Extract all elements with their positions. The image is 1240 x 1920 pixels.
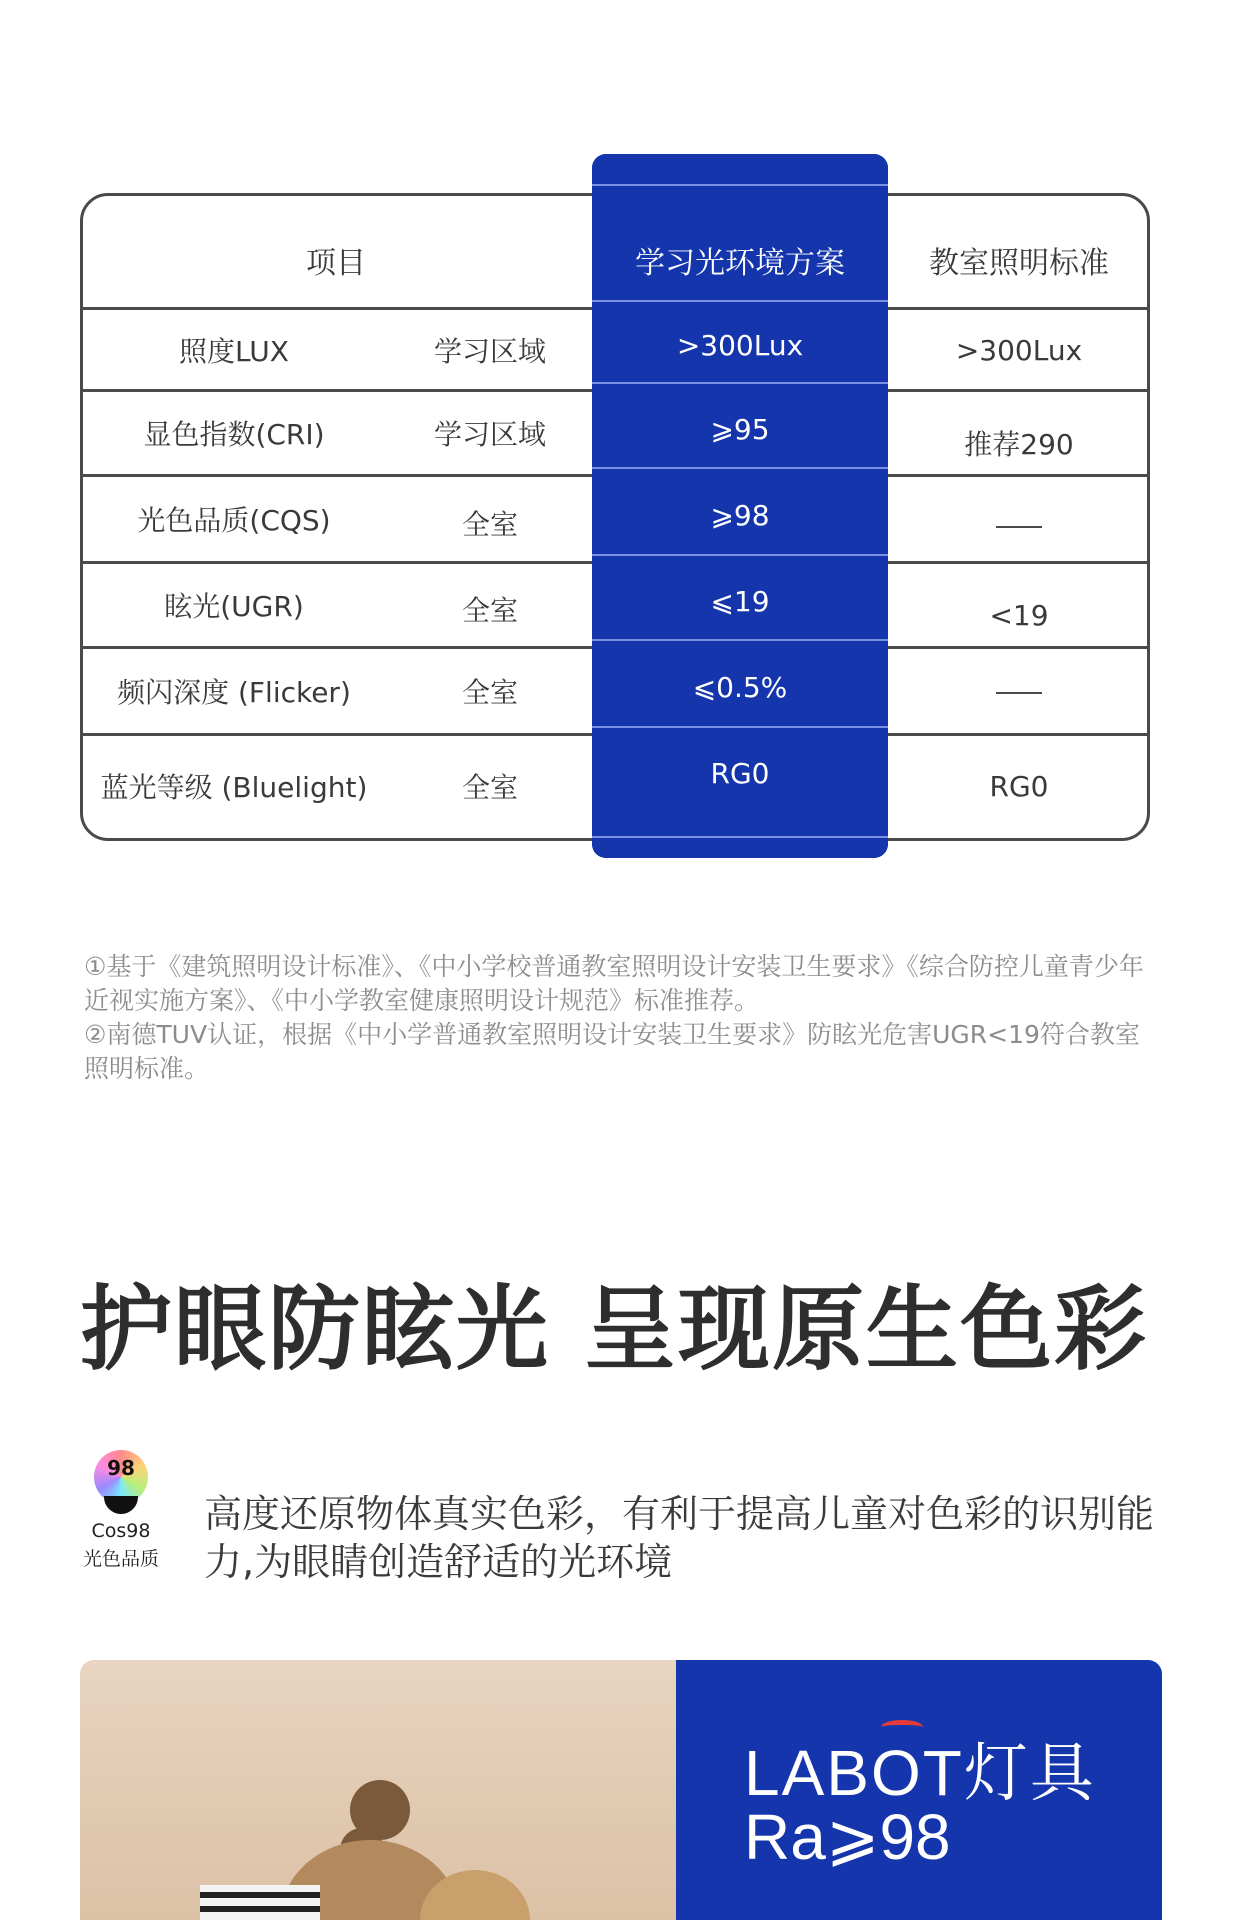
header-standard: 教室照明标准 [929, 246, 1109, 281]
shirt-stripe [200, 1892, 320, 1898]
row-area: 学习区域 [433, 335, 546, 368]
badge-sublabel: 光色品质 [82, 1548, 159, 1570]
header-plan: 学习光环境方案 [635, 246, 845, 281]
row-area: 学习区域 [433, 418, 546, 451]
row-plan-value: ⩾98 [710, 498, 770, 532]
brand-title: LABOT灯具 [744, 1737, 1096, 1809]
column-line [592, 836, 888, 838]
row-standard-empty [888, 485, 1150, 569]
footnote-2: ②南德TUV认证，根据《中小学普通教室照明设计安装卫生要求》防眩光危害UGR<19符合教室照明标准。 [84, 1020, 1140, 1083]
row-standard-value: 推荐290 [964, 428, 1074, 461]
badge-number: 98 [107, 1456, 135, 1480]
row-name: 频闪深度 (Flicker) [117, 676, 351, 709]
row-plan-value: ⩽19 [710, 584, 770, 618]
row-area: 全室 [461, 771, 518, 804]
dash-mark [996, 692, 1042, 694]
row-name: 光色品质(CQS) [137, 504, 331, 537]
row-standard-empty [888, 651, 1150, 735]
footnote-1: ①基于《建筑照明设计标准》、《中小学校普通教室照明设计安装卫生要求》《综合防控儿童青少年近视实施方案》、《中小学教室健康照明设计规范》标准推荐。 [84, 952, 1144, 1015]
logo-arc-icon [881, 1720, 923, 1734]
row-name: 显色指数(CRI) [143, 418, 325, 451]
row-standard-value: >300Lux [955, 333, 1083, 367]
row-standard-value: RG0 [989, 769, 1049, 803]
row-area: 全室 [461, 594, 518, 627]
row-name: 眩光(UGR) [164, 590, 304, 623]
footnotes [84, 950, 1164, 1086]
column-line [592, 184, 888, 186]
header-item: 项目 [306, 246, 366, 281]
row-name: 蓝光等级 (Bluelight) [100, 771, 368, 804]
section-headline: 护眼防眩光 呈现原生色彩 [80, 1276, 1149, 1383]
shirt-stripe [200, 1906, 320, 1912]
brand-ra-value: Ra⩾98 [744, 1801, 951, 1873]
children-illustration [80, 1660, 676, 1920]
badge-label: Cos98 [91, 1520, 151, 1542]
row-plan-value: ⩾95 [710, 412, 770, 446]
row-plan-value: >300Lux [676, 328, 804, 362]
row-plan-value: ⩽0.5% [692, 670, 788, 704]
badge-base [104, 1496, 138, 1514]
shirt [200, 1885, 320, 1920]
feature-description: 高度还原物体真实色彩，有利于提高儿童对色彩的识别能力,为眼睛创造舒适的光环境 [204, 1492, 1155, 1584]
dash-mark [996, 526, 1042, 528]
cqs-badge [76, 1450, 166, 1580]
row-plan-value: RG0 [710, 756, 770, 790]
row-area: 全室 [461, 508, 518, 541]
row-name: 照度LUX [179, 335, 289, 368]
row-standard-value: <19 [989, 598, 1049, 632]
row-area: 全室 [461, 676, 518, 709]
children-photo [80, 1660, 676, 1920]
